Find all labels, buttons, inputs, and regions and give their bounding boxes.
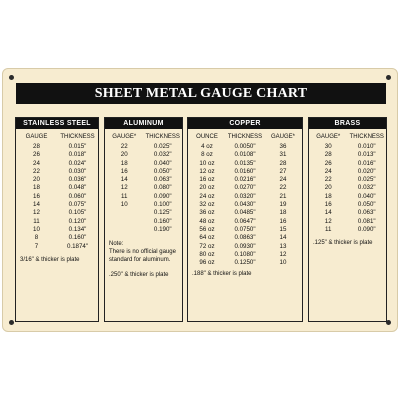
table-cell: 0.080" xyxy=(153,184,172,192)
table-cell: 10 xyxy=(279,259,287,267)
table-cell: 28 xyxy=(33,143,40,150)
table-cell: 96 oz xyxy=(199,259,215,267)
ounce-header: OUNCE xyxy=(196,134,218,140)
table-cell: 0.081" xyxy=(357,217,376,225)
table-cell: 20 xyxy=(33,176,40,184)
table-cell: 22 xyxy=(120,143,128,150)
table-cell: 0.0863" xyxy=(234,234,256,242)
table-cell: 0.063" xyxy=(153,176,172,184)
stainless-steel-panel xyxy=(15,117,99,322)
aluminum-note xyxy=(105,240,182,264)
table-row xyxy=(105,160,182,168)
table-cell: 0.125" xyxy=(153,209,172,217)
table-row xyxy=(16,218,98,226)
table-row xyxy=(16,201,98,209)
table-row xyxy=(309,143,386,151)
table-row xyxy=(105,184,182,192)
table-row xyxy=(16,176,98,184)
gauge-header: GAUGE xyxy=(25,134,48,140)
table-row xyxy=(105,193,182,201)
table-cell: 20 xyxy=(324,184,332,192)
table-row xyxy=(105,209,182,217)
thickness-header: THICKNESS xyxy=(60,134,95,140)
table-cell: 0.0160" xyxy=(234,167,256,175)
table-cell: 28 xyxy=(279,159,287,167)
table-row xyxy=(309,209,386,217)
table-cell: 28 xyxy=(324,151,332,159)
table-row xyxy=(309,168,386,176)
table-row xyxy=(309,218,386,226)
table-cell: 0.1080" xyxy=(234,250,256,258)
table-cell: 14 xyxy=(324,209,332,217)
table-row xyxy=(309,184,386,192)
table-cell: 11 xyxy=(33,217,40,225)
table-cell: 36 xyxy=(279,143,287,150)
table-row xyxy=(188,151,302,159)
table-cell: 14 xyxy=(279,234,287,242)
table-row xyxy=(105,151,182,159)
table-cell: 22 xyxy=(33,167,40,175)
table-row xyxy=(188,259,302,267)
table-row xyxy=(309,151,386,159)
table-cell: 26 xyxy=(33,151,40,159)
table-cell: 4 oz xyxy=(201,143,213,150)
table-cell: 0.050" xyxy=(153,167,172,175)
table-cell: 12 oz xyxy=(199,167,215,175)
mounting-hole xyxy=(386,75,391,80)
table-cell: 16 xyxy=(324,201,332,209)
table-row xyxy=(309,176,386,184)
table-row xyxy=(188,209,302,217)
plate-footnote: .125" & thicker is plate xyxy=(313,240,373,247)
table-cell: 20 oz xyxy=(199,184,215,192)
table-cell: 0.025" xyxy=(357,176,376,184)
table-cell: 16 xyxy=(33,192,40,200)
table-cell: 0.075" xyxy=(68,201,87,209)
table-row xyxy=(16,209,98,217)
panel-header: ALUMINUM xyxy=(105,118,182,129)
table-cell: 0.0485" xyxy=(234,209,256,217)
table-cell: 0.060" xyxy=(68,192,87,200)
table-row xyxy=(188,218,302,226)
table-row xyxy=(16,243,98,251)
table-cell: 8 xyxy=(34,234,39,242)
table-cell: 21 xyxy=(279,192,287,200)
table-cell: 20 xyxy=(120,151,128,159)
plate-footnote: .250" & thicker is plate xyxy=(109,272,169,279)
table-row xyxy=(16,234,98,242)
table-cell: 0.020" xyxy=(357,167,376,175)
mounting-hole xyxy=(9,320,14,325)
table-cell: 18 xyxy=(120,159,128,167)
table-row xyxy=(16,143,98,151)
table-cell: 18 xyxy=(279,209,287,217)
note-line: There is no official gauge xyxy=(109,249,176,256)
table-cell: 27 xyxy=(279,167,287,175)
table-row xyxy=(188,176,302,184)
table-cell: 0.100" xyxy=(153,201,172,209)
column-headers xyxy=(188,134,302,140)
table-cell xyxy=(105,218,144,226)
table-cell: 18 xyxy=(33,184,40,192)
column-headers xyxy=(309,134,386,140)
table-cell: 0.120" xyxy=(68,217,87,225)
table-cell: 12 xyxy=(324,217,332,225)
mounting-hole xyxy=(9,75,14,80)
copper-panel xyxy=(187,117,303,322)
table-row xyxy=(16,168,98,176)
column-headers xyxy=(16,134,98,140)
table-cell: 16 xyxy=(120,167,128,175)
table-cell: 22 xyxy=(279,184,287,192)
table-row xyxy=(188,234,302,242)
table-cell: 0.1250" xyxy=(234,259,256,267)
table-cell: 0.0320" xyxy=(234,192,256,200)
table-cell: 18 xyxy=(324,192,332,200)
brass-panel xyxy=(308,117,387,322)
table-cell: 22 xyxy=(324,176,332,184)
table-row xyxy=(309,201,386,209)
table-cell: 0.160" xyxy=(153,217,172,225)
table-cell xyxy=(105,226,144,234)
table-cell: 15 xyxy=(279,225,287,233)
chart-title: SHEET METAL GAUGE CHART xyxy=(16,83,386,104)
table-cell: 11 xyxy=(121,192,128,200)
table-cell: 0.0930" xyxy=(234,242,256,250)
aluminum-panel xyxy=(104,117,183,322)
table-cell: 72 oz xyxy=(199,242,215,250)
gauge-header: GAUGE* xyxy=(112,134,137,140)
table-cell: 16 xyxy=(279,217,287,225)
panel-header: STAINLESS STEEL xyxy=(16,118,98,129)
table-cell: 12 xyxy=(279,250,287,258)
table-cell: 0.015" xyxy=(68,143,87,150)
table-cell: 32 oz xyxy=(199,201,215,209)
table-cell: 0.016" xyxy=(357,159,376,167)
table-cell: 7 xyxy=(34,242,39,250)
table-cell: 56 oz xyxy=(199,225,215,233)
note-line: standard for aluminum. xyxy=(109,257,171,264)
sign-board xyxy=(2,68,398,332)
table-cell: 11 xyxy=(325,225,332,233)
gauge-rows xyxy=(309,143,386,234)
panel-header: COPPER xyxy=(188,118,302,129)
table-row xyxy=(309,160,386,168)
table-cell: 0.0430" xyxy=(234,201,256,209)
table-row xyxy=(309,226,386,234)
table-cell: 0.1874" xyxy=(66,242,89,250)
table-cell: 10 xyxy=(33,225,40,233)
table-cell: 0.0216" xyxy=(234,176,256,184)
column-headers xyxy=(105,134,182,140)
table-cell: 0.063" xyxy=(357,209,376,217)
table-cell: 0.018" xyxy=(68,151,87,159)
table-cell: 10 oz xyxy=(199,159,215,167)
table-cell: 30 xyxy=(324,143,332,150)
table-cell: 0.032" xyxy=(357,184,376,192)
table-cell: 0.190" xyxy=(153,225,172,233)
plate-footnote: 3/16" & thicker is plate xyxy=(20,256,80,263)
table-cell: 0.090" xyxy=(153,192,172,200)
table-cell: 14 xyxy=(120,176,128,184)
table-cell: 0.048" xyxy=(68,184,87,192)
table-cell: 36 oz xyxy=(199,209,215,217)
gauge-header: GAUGE* xyxy=(270,134,295,140)
gauge-rows xyxy=(105,143,182,234)
table-cell: 0.0270" xyxy=(234,184,256,192)
table-row xyxy=(309,193,386,201)
table-cell: 0.040" xyxy=(153,159,172,167)
table-cell: 64 oz xyxy=(199,234,215,242)
table-row xyxy=(16,193,98,201)
table-cell: 0.032" xyxy=(153,151,172,159)
table-cell: 8 oz xyxy=(201,151,213,159)
panel-header: BRASS xyxy=(309,118,386,129)
table-row xyxy=(16,226,98,234)
thickness-header: THICKNESS xyxy=(145,134,180,140)
table-row xyxy=(188,251,302,259)
table-cell: 0.040" xyxy=(357,192,376,200)
table-cell: 80 oz xyxy=(199,250,215,258)
table-cell: 0.013" xyxy=(357,151,376,159)
table-row xyxy=(188,193,302,201)
table-row xyxy=(105,176,182,184)
table-row xyxy=(188,160,302,168)
table-row xyxy=(188,143,302,151)
thickness-header: THICKNESS xyxy=(227,134,263,140)
table-cell: 0.0135" xyxy=(234,159,256,167)
table-cell: 0.0108" xyxy=(234,151,256,159)
table-cell: 0.030" xyxy=(68,167,87,175)
table-cell: 31 xyxy=(279,151,287,159)
plate-footnote: .188" & thicker is plate xyxy=(192,271,252,278)
table-cell: 0.0647" xyxy=(234,217,256,225)
table-cell: 24 xyxy=(279,176,287,184)
table-row xyxy=(188,226,302,234)
table-cell: 10 xyxy=(120,201,128,209)
gauge-rows xyxy=(188,143,302,267)
note-line: Note: xyxy=(109,241,124,248)
table-cell: 0.160" xyxy=(68,234,87,242)
table-cell: 12 xyxy=(120,184,128,192)
table-cell: 0.090" xyxy=(357,225,376,233)
table-row xyxy=(105,226,182,234)
table-cell: 24 xyxy=(324,167,332,175)
table-row xyxy=(188,201,302,209)
table-cell: 0.134" xyxy=(68,225,87,233)
table-row xyxy=(16,160,98,168)
table-cell: 0.050" xyxy=(357,201,376,209)
table-cell: 0.0050" xyxy=(234,143,256,150)
table-row xyxy=(16,184,98,192)
table-cell: 0.010" xyxy=(357,143,376,150)
table-row xyxy=(105,218,182,226)
table-row xyxy=(105,201,182,209)
table-row xyxy=(188,243,302,251)
table-cell: 0.0750" xyxy=(234,225,256,233)
table-cell: 0.024" xyxy=(68,159,87,167)
table-row xyxy=(188,168,302,176)
table-cell: 0.036" xyxy=(68,176,87,184)
gauge-header: GAUGE* xyxy=(316,134,341,140)
table-cell: 0.025" xyxy=(153,143,172,150)
thickness-header: THICKNESS xyxy=(349,134,384,140)
table-cell: 14 xyxy=(33,201,40,209)
table-row xyxy=(105,143,182,151)
table-cell: 19 xyxy=(279,201,287,209)
table-cell: 16 oz xyxy=(199,176,215,184)
table-cell: 24 oz xyxy=(199,192,215,200)
table-row xyxy=(16,151,98,159)
table-cell: 24 xyxy=(33,159,40,167)
table-cell: 48 oz xyxy=(199,217,215,225)
table-cell xyxy=(105,209,144,217)
gauge-rows xyxy=(16,143,98,251)
table-row xyxy=(188,184,302,192)
table-cell: 13 xyxy=(279,242,287,250)
table-row xyxy=(105,168,182,176)
table-cell: 12 xyxy=(33,209,40,217)
table-cell: 0.105" xyxy=(68,209,87,217)
table-cell: 26 xyxy=(324,159,332,167)
